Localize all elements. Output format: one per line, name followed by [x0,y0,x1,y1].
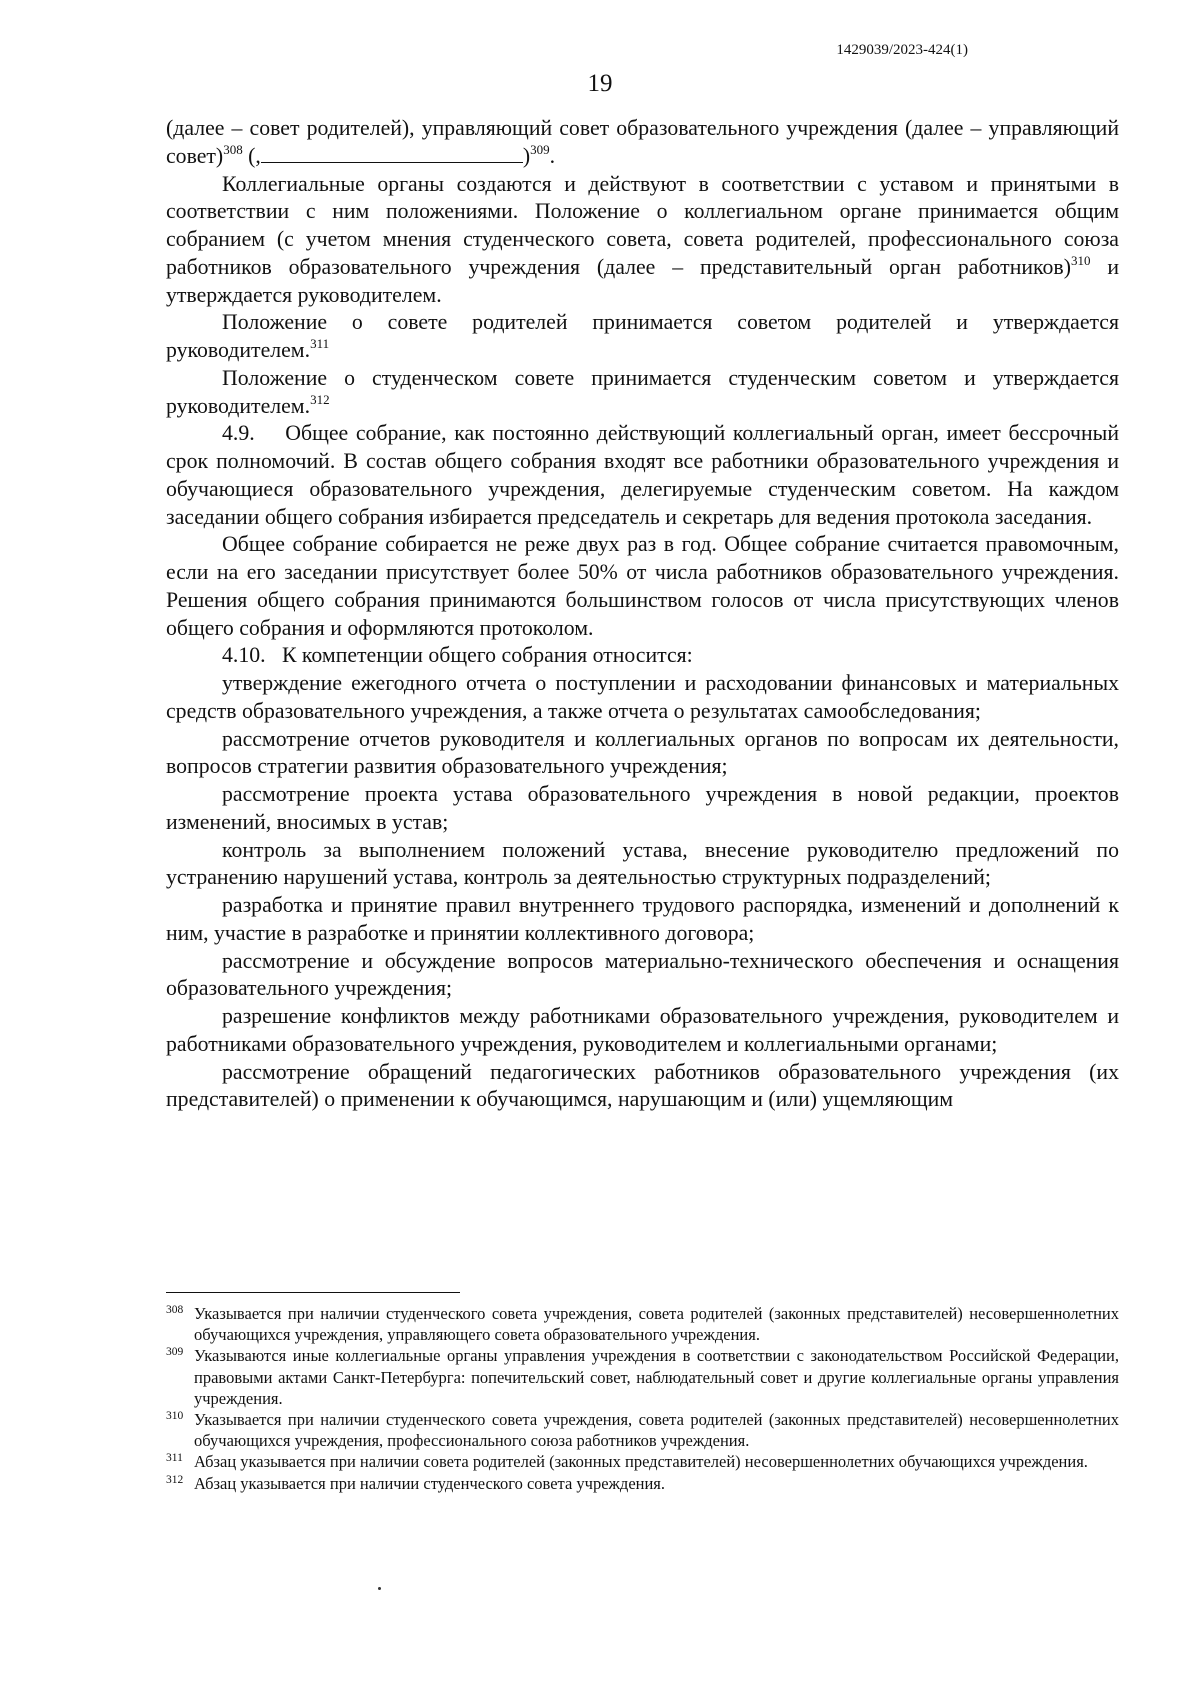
paragraph [166,420,1119,531]
body-text [166,115,1119,1114]
paragraph-text: разработка и принятие правил внутреннего трудового распорядка, изменений и дополнений к ним, участие в разработке и принятии коллективного договора; [166,893,1119,945]
paragraph-text: Положение о студенческом совете принимается студенческим советом и утверждается руководителем. [166,365,1119,418]
footnote-separator [166,1292,460,1293]
paragraph [166,781,1119,837]
paragraph [166,115,1119,171]
footnote-reference: 308 [223,141,243,157]
paragraph-text: контроль за выполнением положений устава, внесение руководителю предложений по устранению нарушений устава, контроль за деятельностью структурных подразделений; [166,837,1119,890]
paragraph-text: утверждение ежегодного отчета о поступлении и расходовании финансовых и материальных средств образовательного учреждения, а также отчета о результатах самообследования; [166,671,1119,723]
footnote-text: Указывается при наличии студенческого совета учреждения, совета родителей (законных представителей) несовершеннолетних обучающихся учреждения, профессионального союза работников учреждения. [194,1410,1119,1451]
paragraph-text: Положение о совете родителей принимается советом родителей и утверждается руководителем. [166,310,1119,362]
document-number: 1429039/2023-424(1) [836,42,968,58]
paragraph [166,642,1119,670]
page-number: 19 [587,70,613,97]
footnotes [166,1303,1119,1494]
paragraph-text: ) [522,143,531,168]
footnote-text: Указываются иные коллегиальные органы управления учреждения в соответствии с законодательством Российской Федерации, правовыми актами Санкт-Петербурга: попечительский совет, наблюдательный совет и другие коллегиальные органы управления учреждения. [194,1346,1119,1408]
paragraph [166,1003,1119,1059]
paragraph [166,837,1119,893]
paragraph-text: 4.10. К компетенции общего собрания относится: [222,643,693,668]
footnote-number: 309 [166,1346,184,1359]
footnote-number: 311 [166,1452,183,1465]
paragraph-text: 4.9. Общее собрание, как постоянно действующий коллегиальный орган, имеет бессрочный срок полномочий. В состав общего собрания входят все работники образовательного учреждения и обучающиеся образовательного учреждения, делегируемые студенческим советом. На каждом заседании общего собрания избирается председатель и секретарь для ведения протокола заседания. [166,421,1119,529]
footnote-reference: 309 [530,141,550,157]
footnote-reference: 310 [1070,252,1091,268]
footnote [166,1303,1119,1345]
footnote-reference: 311 [310,336,330,351]
footnote-text: Абзац указывается при наличии студенческого совета учреждения. [194,1473,666,1493]
paragraph-text: и утверждается руководителем. [166,254,1119,307]
paragraph [166,531,1119,642]
paragraph-text: рассмотрение и обсуждение вопросов материально-технического обеспечения и оснащения образовательного учреждения; [166,948,1119,1001]
footnote [166,1451,1119,1472]
scan-speck [378,1587,381,1590]
paragraph [166,726,1119,782]
paragraph [166,365,1119,421]
fill-in-blank [261,146,523,163]
paragraph-text: Коллегиальные органы создаются и действуют в соответствии с уставом и принятыми в соответствии с ним положениями. Положение о коллегиальном органе принимается общим собранием (с учетом мнения студенческого совета, совета родителей, профессионального союза работников образовательного учреждения (далее – представительный орган работников) [166,171,1119,279]
paragraph [166,670,1119,726]
footnote-text: Абзац указывается при наличии совета родителей (законных представителей) несовершеннолетних обучающихся учреждения. [194,1452,1088,1472]
paragraph-text: рассмотрение проекта устава образовательного учреждения в новой редакции, проектов изменений, вносимых в устав; [166,782,1119,834]
footnote [166,1409,1119,1451]
paragraph [166,171,1119,310]
paragraph-text: рассмотрение обращений педагогических работников образовательного учреждения (их представителей) о применении к обучающимся, нарушающим и (или) ущемляющим [166,1059,1119,1112]
footnote-number: 308 [166,1304,184,1316]
paragraph [166,948,1119,1004]
footnote-text: Указывается при наличии студенческого совета учреждения, совета родителей (законных представителей) несовершеннолетних обучающихся учреждения, управляющего совета образовательного учреждения. [194,1304,1119,1345]
footnote [166,1473,1119,1494]
paragraph-text: (, [242,143,261,168]
footnote-number: 312 [166,1473,184,1486]
paragraph-text: (далее – совет родителей), управляющий совет образовательного учреждения (далее – управляющий совет) [166,116,1119,168]
paragraph [166,892,1119,948]
footnote-reference: 312 [310,391,330,407]
paragraph-text: . [549,143,556,168]
paragraph-text: рассмотрение отчетов руководителя и коллегиальных органов по вопросам их деятельности, вопросов стратегии развития образовательного учреждения; [166,726,1119,779]
footnote-number: 310 [166,1410,184,1423]
paragraph [166,309,1119,365]
paragraph-text: разрешение конфликтов между работниками образовательного учреждения, руководителем и работниками образовательного учреждения, руководителем и коллегиальными органами; [166,1004,1119,1056]
paragraph [166,1059,1119,1115]
paragraph-text: Общее собрание собирается не реже двух раз в год. Общее собрание считается правомочным, если на его заседании присутствует более 50% от числа работников образовательного учреждения. Решения общего собрания принимаются большинством голосов от числа присутствующих членов общего собрания и оформляются протоколом. [166,532,1119,640]
footnote [166,1345,1119,1409]
